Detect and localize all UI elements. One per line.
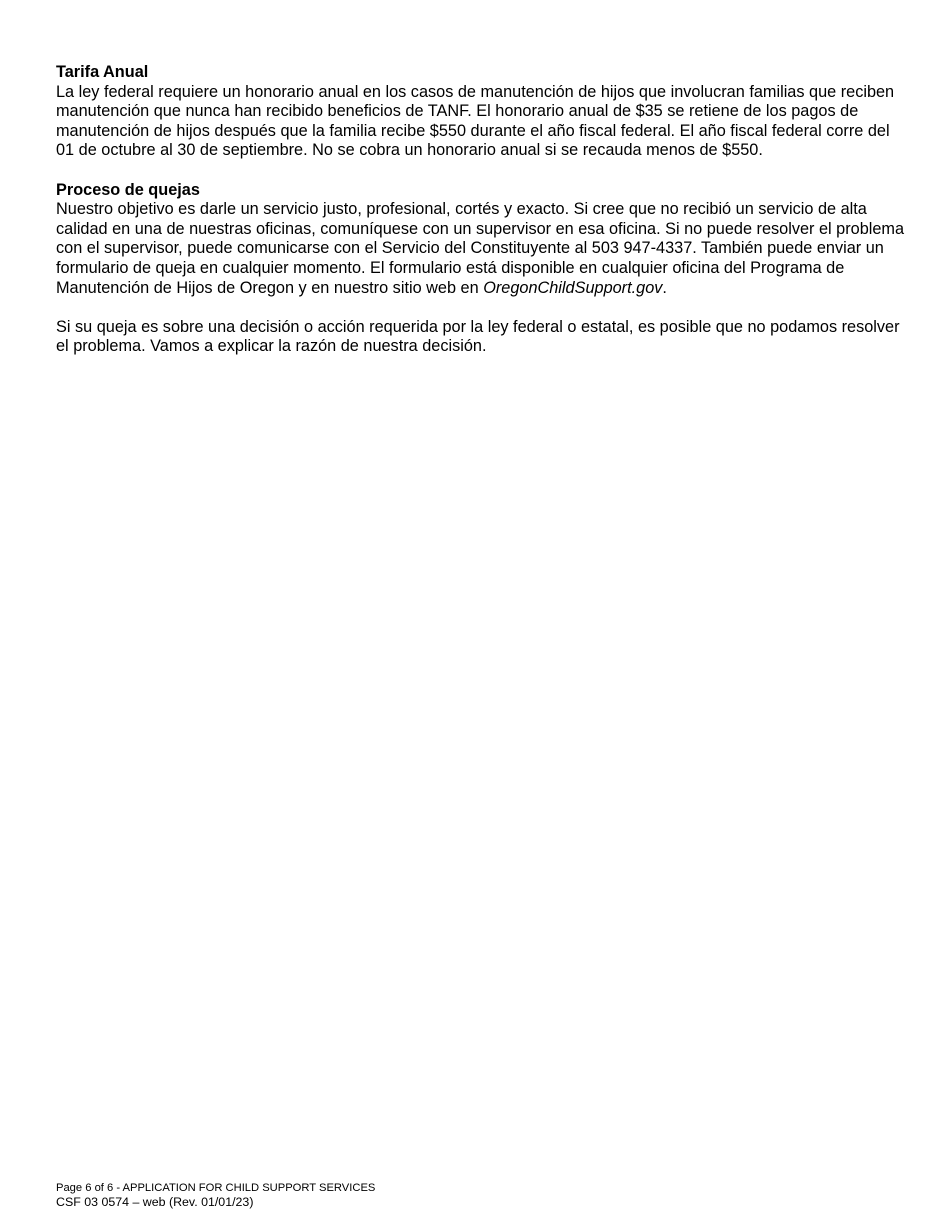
page-footer — [56, 1182, 656, 1210]
document-page — [56, 63, 906, 357]
complaint-paragraph — [56, 200, 906, 298]
section-title: Proceso de quejas — [56, 180, 200, 199]
spacer — [56, 161, 906, 181]
footer-page-info: Page 6 of 6 - APPLICATION FOR CHILD SUPPORT SERVICES — [56, 1182, 376, 1194]
footer-form-number: CSF 03 0574 – web (Rev. 01/01/23) — [56, 1195, 254, 1209]
complaint-paragraph-text: Nuestro objetivo es darle un servicio justo, profesional, cortés y exacto. Si cree que no recibió un servicio de alta calidad en una de nuestras oficinas, comuníquese con un supervisor en esa oficina. Si no puede resolver el problema con el supervisor, puede comunicarse con el Servicio del Constituyente al 503 947-4337. También puede enviar un formulario de queja en cualquier momento. El formulario está disponible en cualquier oficina del Programa de Manutención de Hijos de Oregon y en nuestro sitio web en — [56, 200, 905, 297]
section-annual-fee — [56, 63, 906, 161]
section-complaint-process — [56, 181, 906, 357]
spacer — [56, 298, 906, 318]
section-title: Tarifa Anual — [56, 63, 149, 81]
website-link[interactable]: OregonChildSupport.gov — [483, 278, 663, 297]
annual-fee-paragraph: La ley federal requiere un honorario anual en los casos de manutención de hijos que involucran familias que reciben manutención que nunca han recibido beneficios de TANF. El honorario anual de $35 se retiene de los pagos de manutención de hijos después que la familia recibe $550 durante el año fiscal federal. El año fiscal federal corre del 01 de octubre al 30 de septiembre. No se cobra un honorario anual si se recauda menos de $550. — [56, 82, 895, 160]
complaint-decision-paragraph: Si su queja es sobre una decisión o acción requerida por la ley federal o estatal, es posible que no podamos resolver el problema. Vamos a explicar la razón de nuestra decisión. — [56, 317, 900, 356]
paragraph-end: . — [662, 278, 667, 297]
